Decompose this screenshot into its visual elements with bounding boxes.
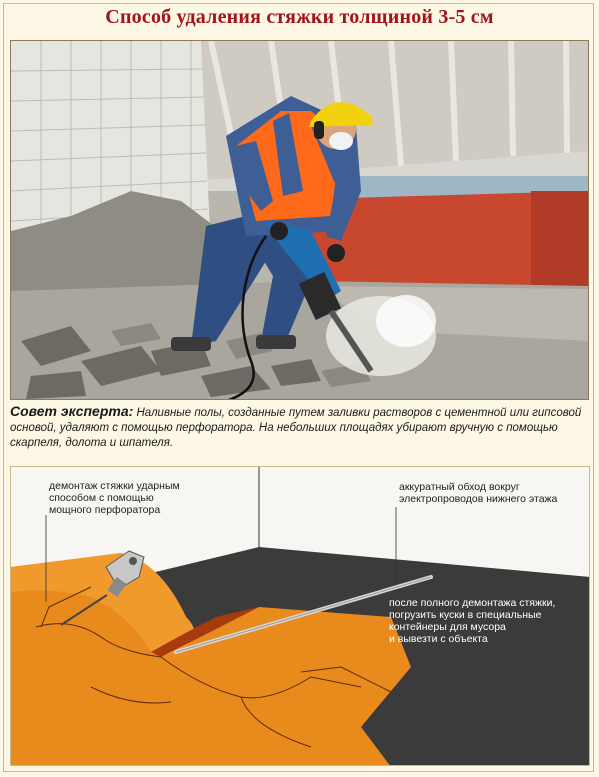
worker-photo-illustration [11,41,589,400]
label-wiring-bypass-line2: электропроводов нижнего этажа [399,493,558,505]
expert-tip [10,404,590,451]
worker-photo [10,40,589,400]
label-impact-removal-line2: способом с помощью [49,492,154,504]
expert-tip-lead: Совет эксперта: [10,403,134,419]
label-impact-removal-line1: демонтаж стяжки ударным [49,480,180,492]
label-disposal-line4: и вывезти с объекта [389,633,488,645]
expert-tip-text: Наливные полы, созданные путем заливки растворов с цементной или гипсовой основой, удаляют с помощью перфоратора. На небольших площадях убирают вручную с помощью скарпеля, долота и шпателя. [10,407,582,449]
label-wiring-bypass-line1: аккуратный обход вокруг [399,481,520,493]
page-title: Способ удаления стяжки толщиной 3-5 см [105,6,494,28]
label-disposal-line3: контейнеры для мусора [389,621,506,633]
screed-removal-diagram [10,466,590,766]
label-disposal-line1: после полного демонтажа стяжки, [389,597,556,609]
label-impact-removal-line3: мощного перфоратора [49,504,161,516]
label-disposal-line2: погрузить куски в специальные [389,609,542,621]
